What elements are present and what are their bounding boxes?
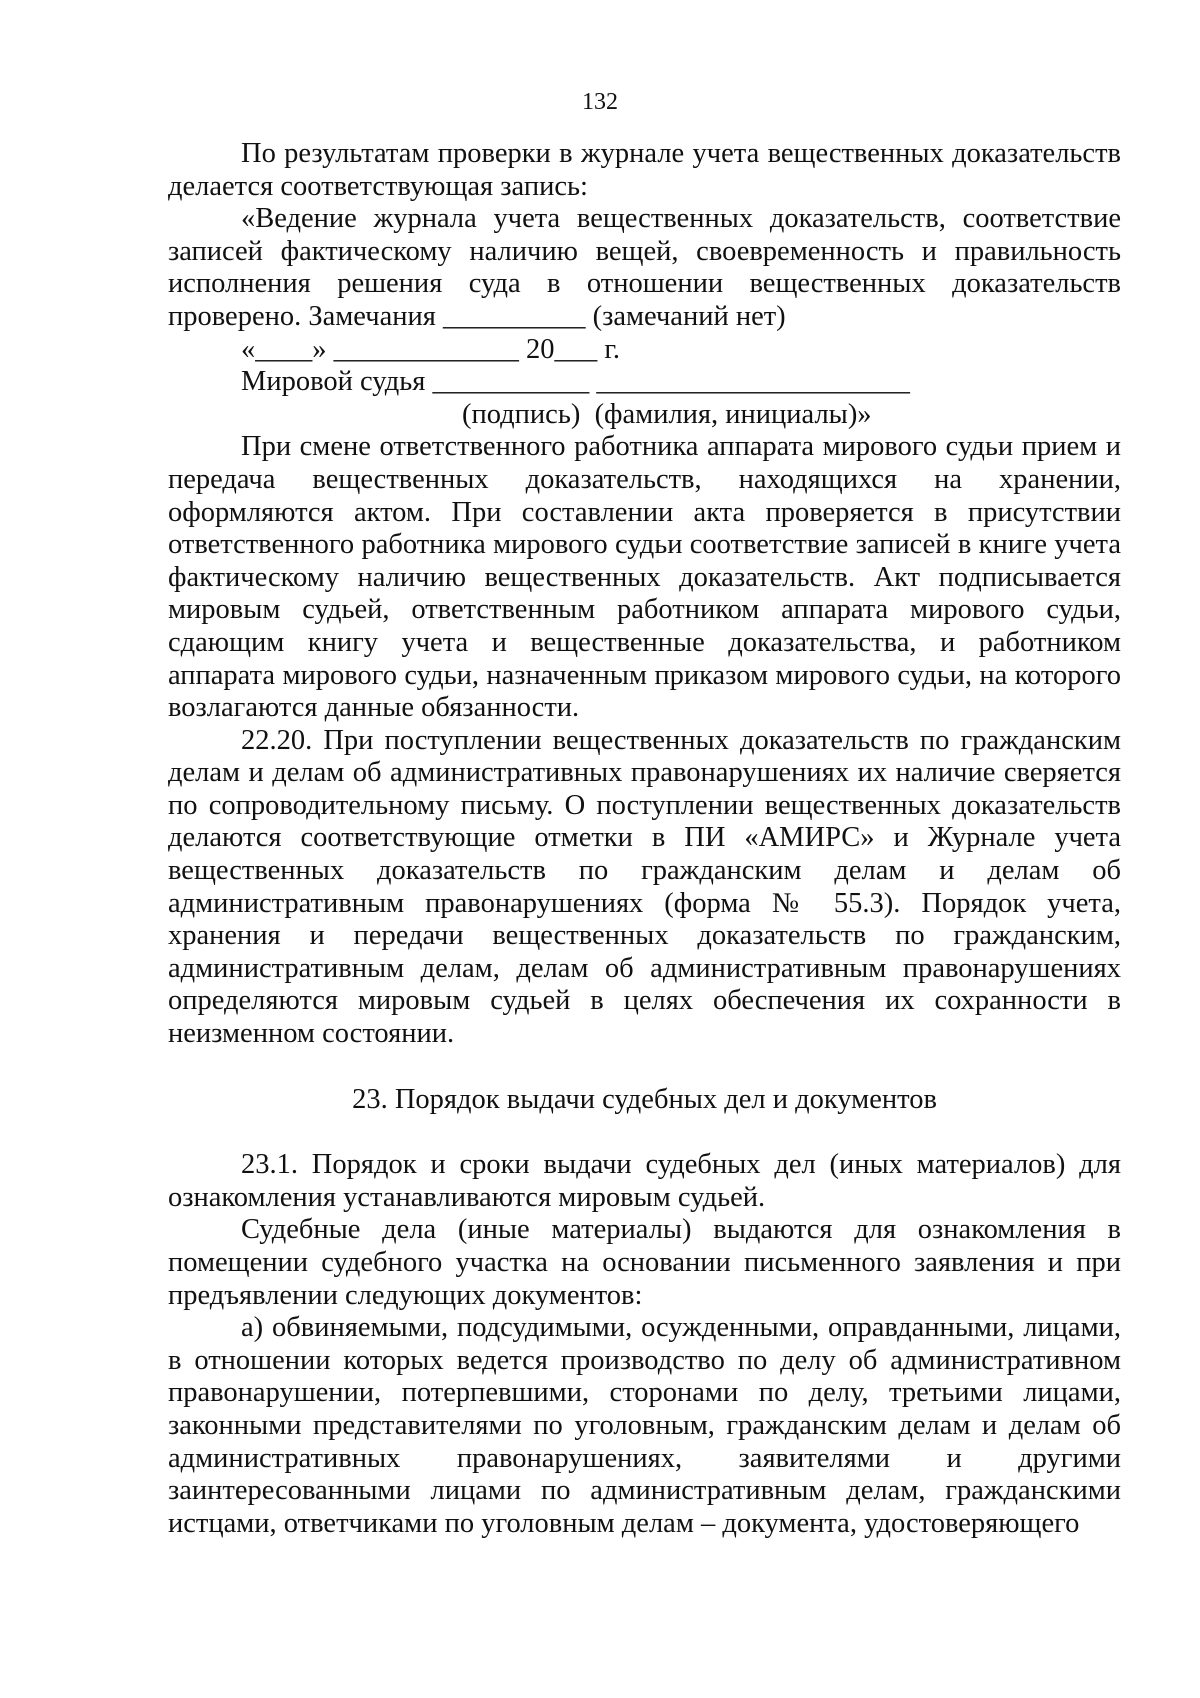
judge-signature-line: Мировой судья ___________ ______________________ [241,366,910,398]
section-heading: 23. Порядок выдачи судебных дел и документов [352,1083,937,1115]
paragraph-staff-change: При смене ответственного работника аппарата мирового судьи прием и передача вещественных доказательств, находящихся на хранении, оформляются актом. При составлении акта проверяется в присутствии ответственного работника мирового судьи соответствие записей в книге учета фактическому наличию вещественных доказательств. Акт подписывается мировым судьей, ответственным работником аппарата мирового судьи, сдающим книгу учета и вещественные доказательства, и работником аппарата мирового судьи, назначенным приказом мирового судьи, на которого возлагаются данные обязанности. [168,431,1121,724]
paragraph-check-results: По результатам проверки в журнале учета вещественных доказательств делается соответствующая запись: [168,138,1121,202]
date-line: «____» _____________ 20___ г. [241,333,620,365]
paragraph-item-a: а) обвиняемыми, подсудимыми, осужденными, оправданными, лицами, в отношении которых ведется производство по делу об административном правонарушении, потерпевшими, сторонами по делу, третьими лицами, законными представителями по уголовным, гражданским делам и делам об административных правонарушениях, заявителями и другими заинтересованными лицами по административным делам, гражданскими истцами, ответчиками по уголовным делам – документа, удостоверяющего [168,1312,1121,1539]
page-number: 132 [582,89,618,115]
paragraph-journal-record: «Ведение журнала учета вещественных доказательств, соответствие записей фактическому наличию вещей, своевременность и правильность исполнения решения суда в отношении вещественных доказательств проверено. Замечания __________ (замечаний нет) [168,203,1121,332]
document-body [168,138,1121,1540]
paragraph-case-issuance: Судебные дела (иные материалы) выдаются для ознакомления в помещении судебного участка на основании письменного заявления и при предъявлении следующих документов: [168,1214,1121,1311]
paragraph-23-1: 23.1. Порядок и сроки выдачи судебных дел (иных материалов) для ознакомления устанавливаются мировым судьей. [168,1149,1121,1213]
paragraph-22-20: 22.20. При поступлении вещественных доказательств по гражданским делам и делам об административных правонарушениях их наличие сверяется по сопроводительному письму. О поступлении вещественных доказательств делаются соответствующие отметки в ПИ «АМИРС» и Журнале учета вещественных доказательств по гражданским делам и делам об административным правонарушениях (форма № 55.3). Порядок учета, хранения и передачи вещественных доказательств по гражданским, административным делам, делам об административным правонарушениях определяются мировым судьей в целях обеспечения их сохранности в неизменном состоянии. [168,724,1121,1050]
signature-caption: (подпись) (фамилия, инициалы)» [462,398,872,430]
